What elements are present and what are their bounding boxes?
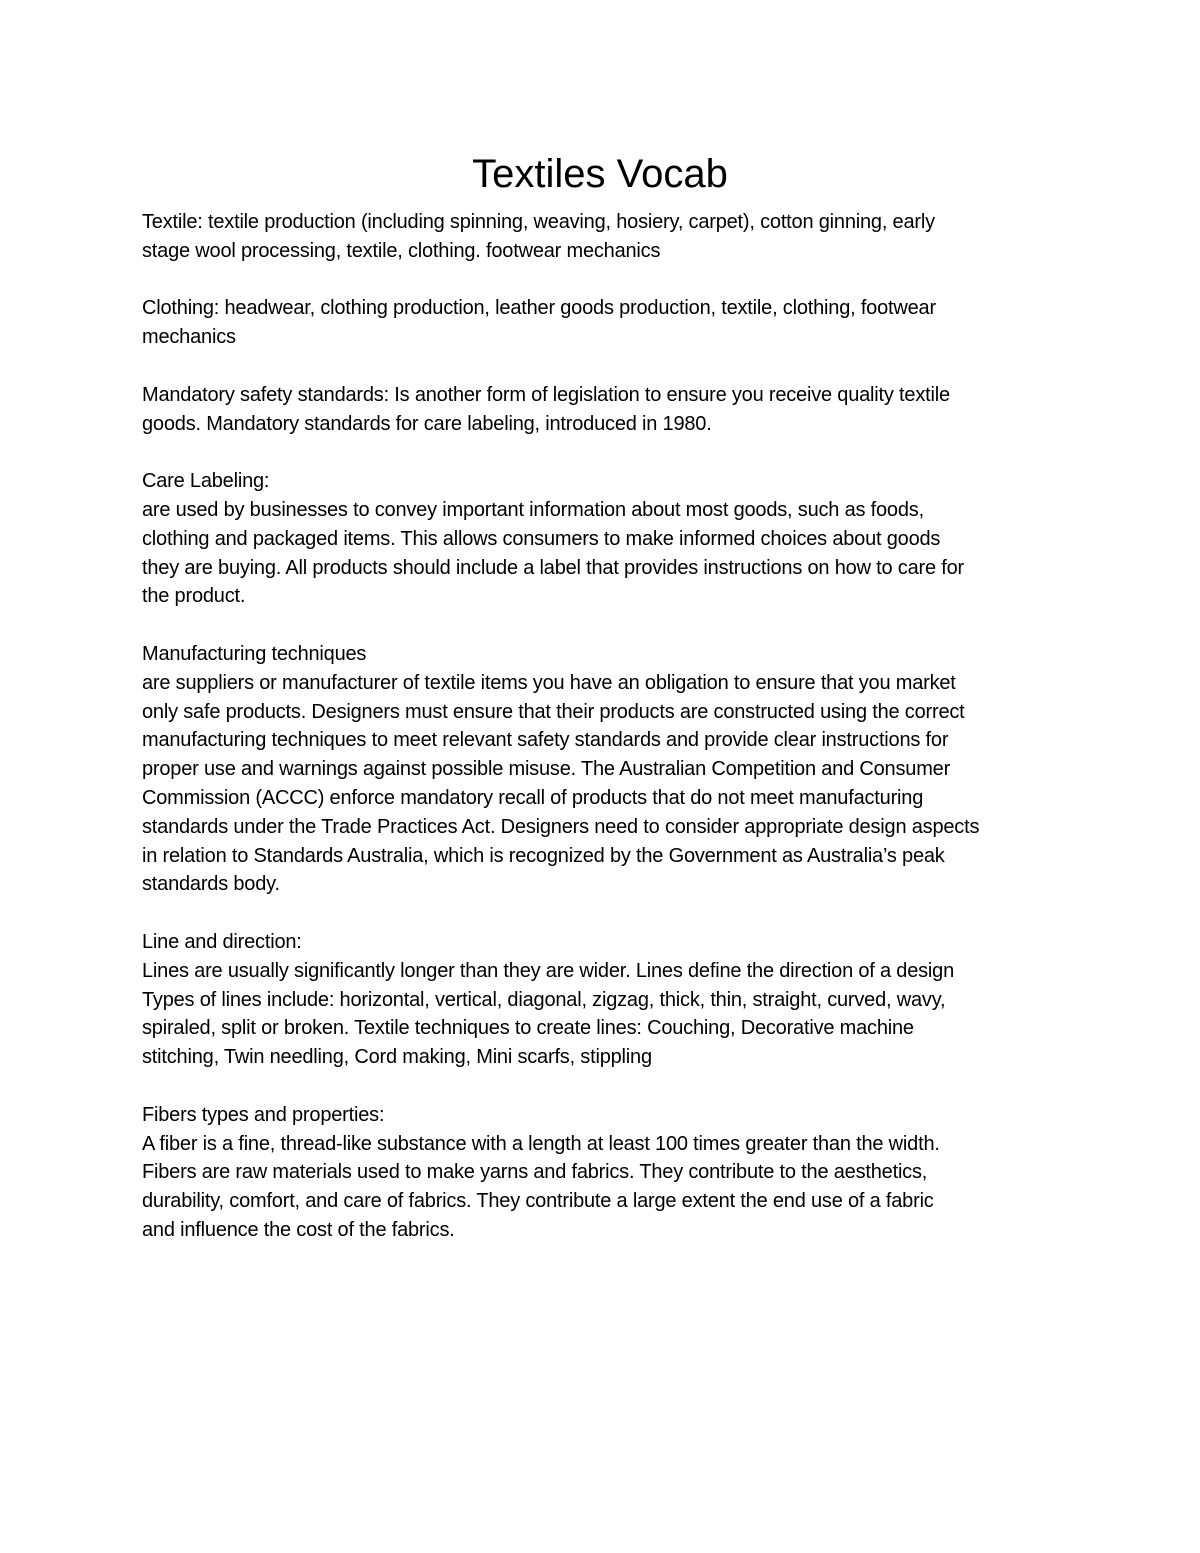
text-line: Clothing: headwear, clothing production, leather goods production, textile, clothing, footwear — [142, 297, 936, 320]
text-line: Mandatory safety standards: Is another form of legislation to ensure you receive quality textile — [142, 383, 950, 406]
section-heading: Line and direction: — [142, 930, 302, 953]
section-fibers-types-and-properties — [142, 1101, 1072, 1245]
section-heading: Fibers types and properties: — [142, 1103, 385, 1126]
text-line: standards under the Trade Practices Act. Designers need to consider appropriate design aspects — [142, 815, 980, 838]
text-line: and influence the cost of the fabrics. — [142, 1218, 455, 1241]
section-heading: Manufacturing techniques — [142, 642, 367, 665]
text-line: are used by businesses to convey important information about most goods, such as foods, — [142, 498, 924, 521]
section-manufacturing-techniques — [142, 640, 1072, 899]
section-textile — [142, 208, 1072, 266]
document-title: Textiles Vocab — [472, 152, 728, 196]
text-line: the product. — [142, 585, 246, 608]
document-body — [142, 208, 1072, 1245]
text-line: in relation to Standards Australia, which is recognized by the Government as Australia’s peak — [142, 844, 945, 867]
text-line: manufacturing techniques to meet relevant safety standards and provide clear instructions for — [142, 729, 949, 752]
text-line: only safe products. Designers must ensure that their products are constructed using the correct — [142, 700, 965, 723]
text-line: Fibers are raw materials used to make yarns and fabrics. They contribute to the aesthetics, — [142, 1161, 928, 1184]
text-line: Lines are usually significantly longer than they are wider. Lines define the direction of a design — [142, 959, 955, 982]
text-line: they are buying. All products should include a label that provides instructions on how to care for — [142, 556, 965, 579]
text-line: Types of lines include: horizontal, vertical, diagonal, zigzag, thick, thin, straight, curved, wavy, — [142, 988, 946, 1011]
text-line: standards body. — [142, 873, 280, 896]
paragraph-gap — [142, 352, 1072, 381]
text-line: goods. Mandatory standards for care labeling, introduced in 1980. — [142, 412, 712, 435]
text-line: stitching, Twin needling, Cord making, Mini scarfs, stippling — [142, 1046, 652, 1069]
text-line: A fiber is a fine, thread-like substance with a length at least 100 times greater than the width. — [142, 1132, 940, 1155]
section-care-labeling — [142, 467, 1072, 611]
paragraph-gap — [142, 266, 1072, 295]
text-line: clothing and packaged items. This allows consumers to make informed choices about goods — [142, 527, 941, 550]
section-mandatory-safety-standards — [142, 381, 1072, 439]
text-line: mechanics — [142, 326, 236, 349]
text-line: spiraled, split or broken. Textile techniques to create lines: Couching, Decorative machine — [142, 1017, 914, 1040]
text-line: durability, comfort, and care of fabrics. They contribute a large extent the end use of a fabric — [142, 1190, 934, 1213]
text-line: proper use and warnings against possible misuse. The Australian Competition and Consumer — [142, 758, 951, 781]
paragraph-gap — [142, 1072, 1072, 1101]
text-line: stage wool processing, textile, clothing. footwear mechanics — [142, 239, 661, 262]
section-heading: Care Labeling: — [142, 470, 270, 493]
paragraph-gap — [142, 611, 1072, 640]
section-line-and-direction — [142, 928, 1072, 1072]
section-clothing — [142, 294, 1072, 352]
text-line: Textile: textile production (including spinning, weaving, hosiery, carpet), cotton ginning, early — [142, 211, 935, 233]
text-line: Commission (ACCC) enforce mandatory recall of products that do not meet manufacturing — [142, 786, 924, 809]
text-line: are suppliers or manufacturer of textile items you have an obligation to ensure that you market — [142, 671, 956, 694]
paragraph-gap — [142, 899, 1072, 928]
paragraph-gap — [142, 438, 1072, 467]
